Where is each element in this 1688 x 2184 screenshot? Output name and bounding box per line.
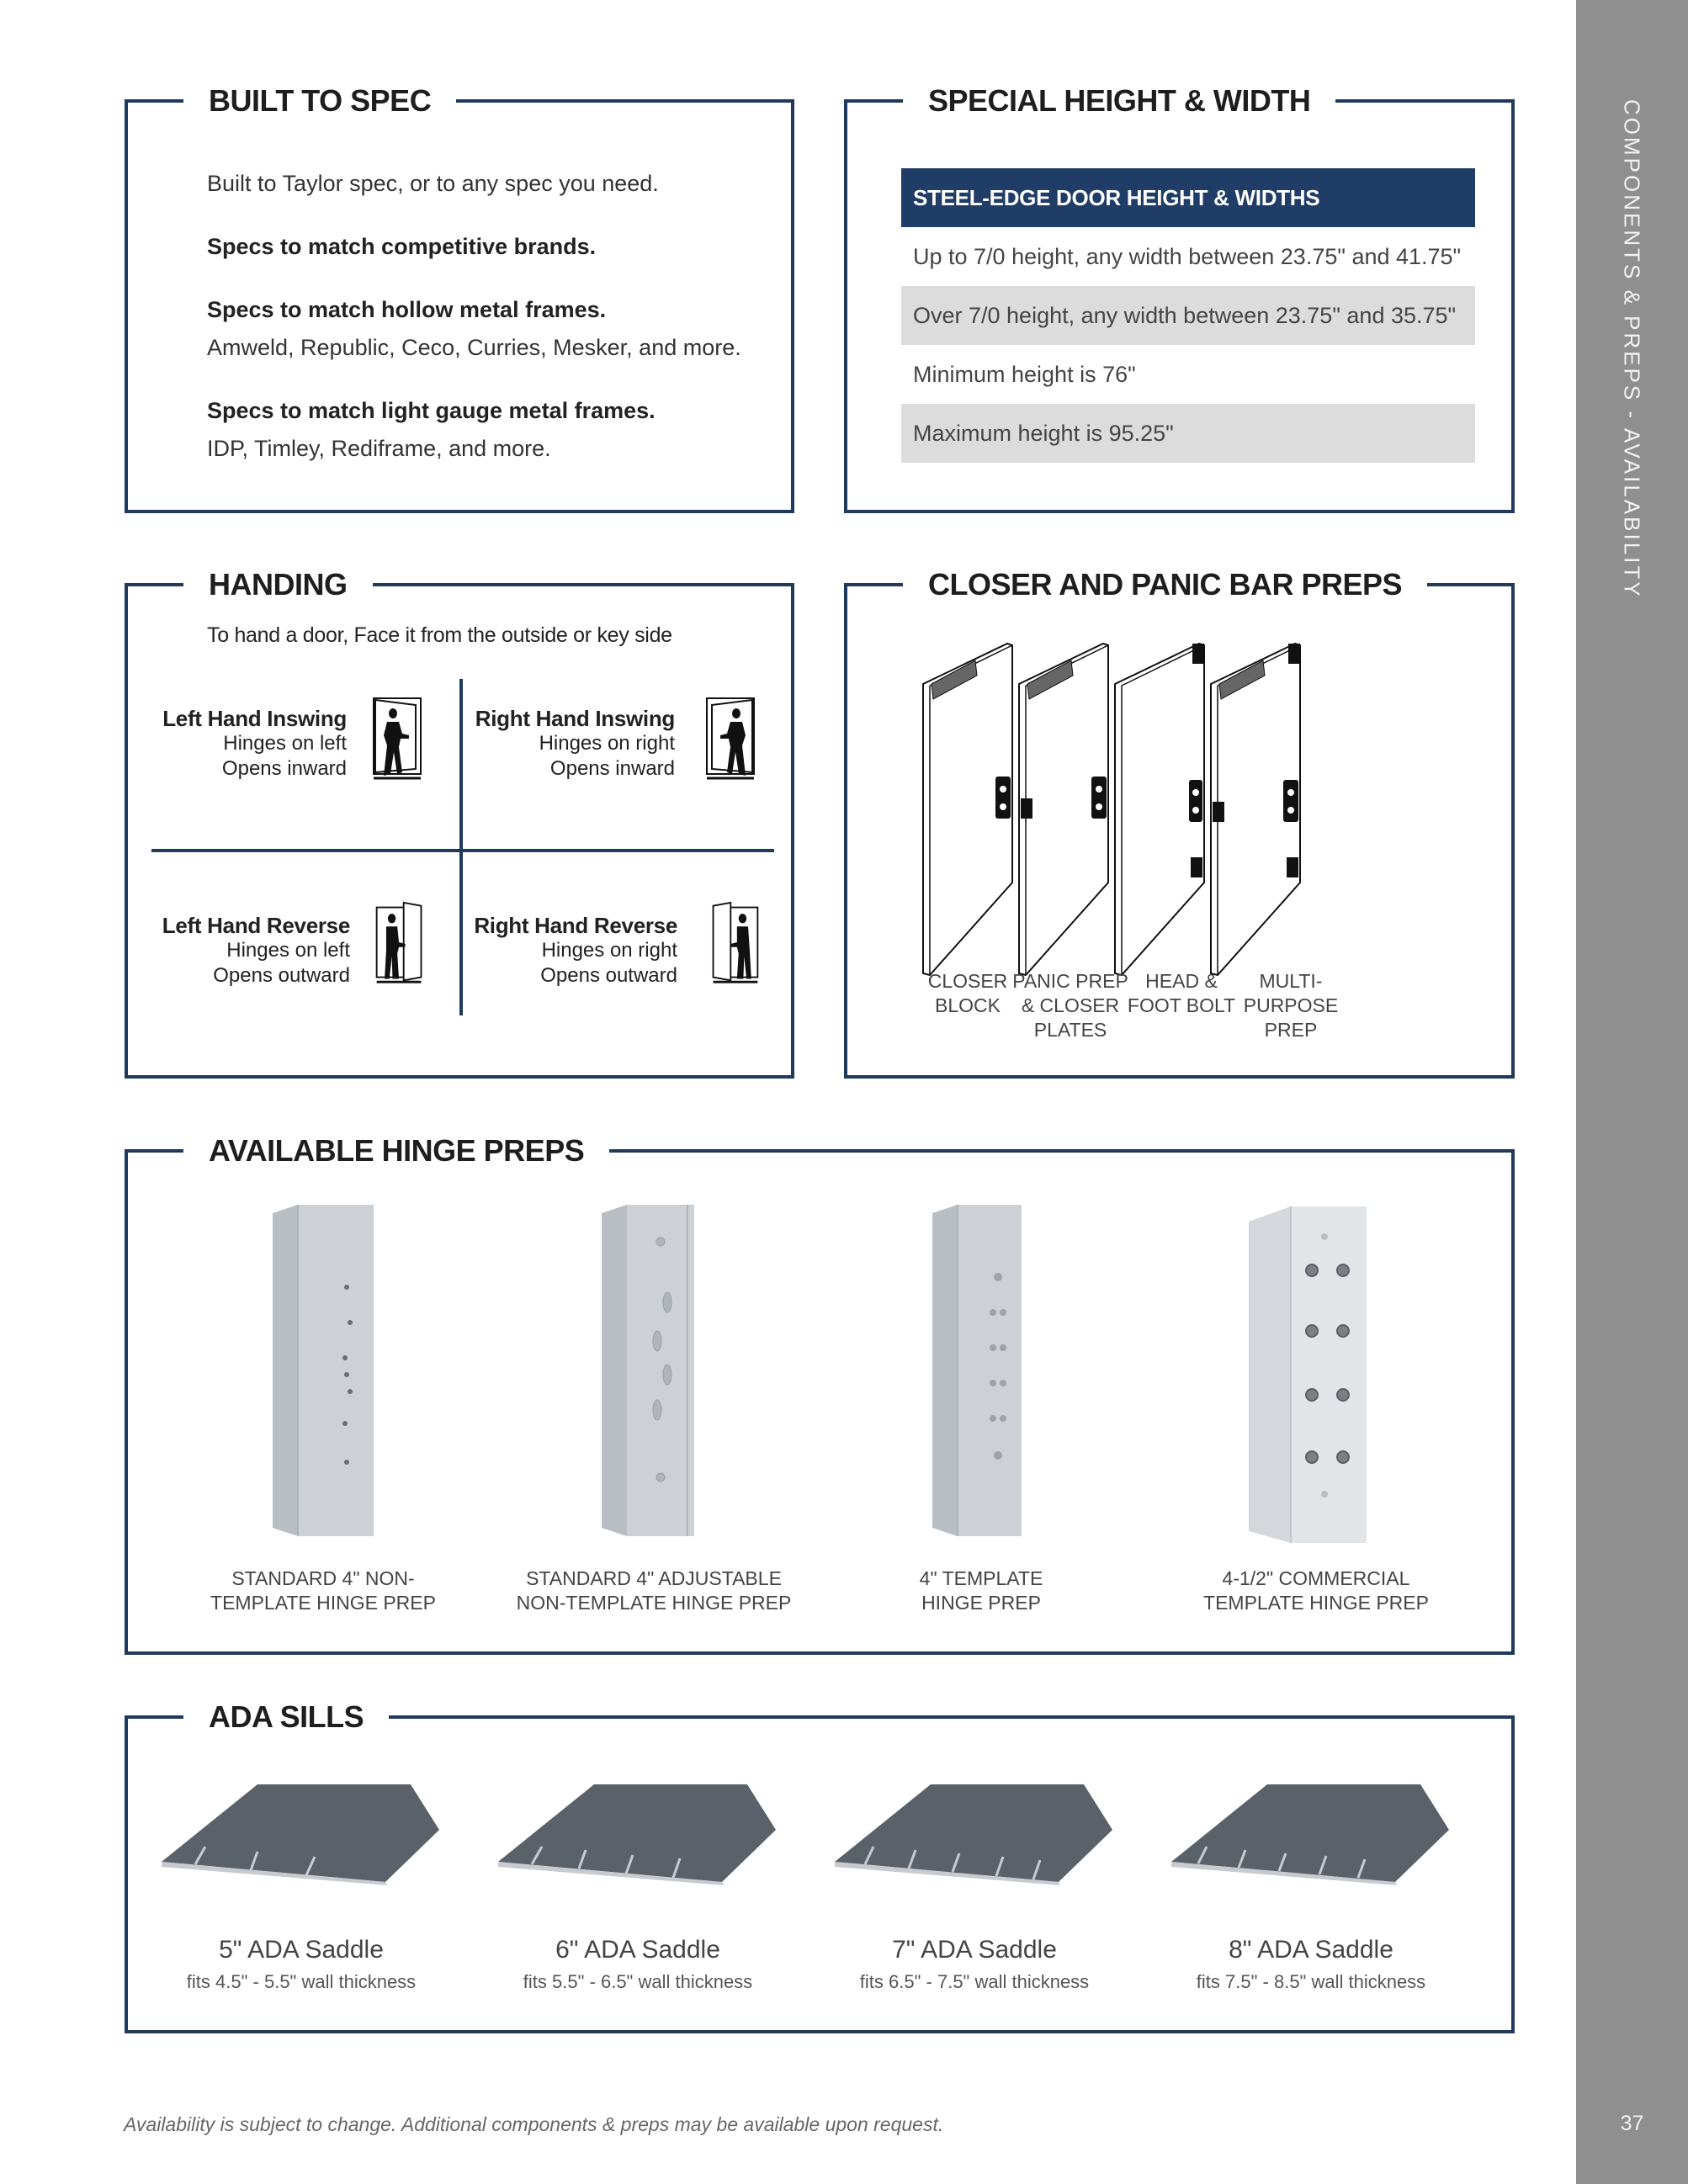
handing-title: HANDING xyxy=(183,563,373,607)
spec-heading: Specs to match competitive brands. xyxy=(207,234,597,259)
closer-preps-panel xyxy=(844,567,1515,1079)
handing-cell xyxy=(145,913,350,989)
ada-saddle-8-icon xyxy=(1168,1778,1454,1887)
closer-prep-label xyxy=(1219,969,1362,1042)
label-line: PLATES xyxy=(1033,1019,1107,1041)
sill-name: 5" ADA Saddle xyxy=(219,1936,384,1964)
label-line: PREP xyxy=(1264,1019,1318,1041)
handing-cell-hinges: Hinges on right xyxy=(539,732,675,755)
door-multi-purpose-icon xyxy=(1201,642,1327,987)
section-title: COMPONENTS & PREPS - AVAILABILITY xyxy=(1619,99,1645,599)
door-right-inswing-icon xyxy=(705,697,757,781)
table-row: Up to 7/0 height, any width between 23.75" and 41.75" xyxy=(913,244,1462,269)
table-row: Over 7/0 height, any width between 23.75" and 35.75" xyxy=(901,286,1475,345)
built-to-spec-panel xyxy=(125,83,794,513)
door-left-reverse-icon xyxy=(374,901,426,985)
closer-preps-title: CLOSER AND PANIC BAR PREPS xyxy=(903,563,1427,607)
sill-fit: fits 7.5" - 8.5" wall thickness xyxy=(1196,1971,1426,1992)
table-header: STEEL-EDGE DOOR HEIGHT & WIDTHS xyxy=(901,168,1475,227)
height-width-table xyxy=(901,168,1475,463)
hinge-prep-label xyxy=(511,1566,797,1615)
table-row: Minimum height is 76" xyxy=(913,362,1136,387)
label-line: CLOSER xyxy=(927,970,1008,992)
hinge-prep-label xyxy=(838,1566,1124,1615)
label-line: TEMPLATE HINGE PREP xyxy=(1203,1592,1429,1614)
label-line: PURPOSE xyxy=(1243,994,1339,1016)
sill-fit: fits 5.5" - 6.5" wall thickness xyxy=(523,1971,753,1992)
spec-heading: Specs to match hollow metal frames. xyxy=(207,297,607,322)
hinge-prep-commercial-icon xyxy=(1240,1203,1375,1548)
spec-heading: Specs to match light gauge metal frames. xyxy=(207,398,656,423)
label-line: NON-TEMPLATE HINGE PREP xyxy=(516,1592,792,1614)
handing-cell-opens: Opens inward xyxy=(549,757,675,780)
special-height-panel xyxy=(844,83,1515,513)
door-right-reverse-icon xyxy=(709,901,761,985)
handing-cell-opens: Opens inward xyxy=(221,757,347,780)
label-line: HEAD & xyxy=(1145,970,1218,992)
spec-line: Amweld, Republic, Ceco, Curries, Mesker, and more. xyxy=(207,335,741,360)
table-row: Maximum height is 95.25" xyxy=(901,404,1475,463)
label-line: STANDARD 4" ADJUSTABLE xyxy=(526,1567,782,1589)
label-line: TEMPLATE HINGE PREP xyxy=(210,1592,436,1614)
handing-cell-title: Left Hand Inswing xyxy=(162,706,347,731)
handing-cell-hinges: Hinges on left xyxy=(226,939,350,962)
availability-note: Availability is subject to change. Additional components & preps may be available upon request. xyxy=(124,2113,944,2135)
label-line: STANDARD 4" NON- xyxy=(231,1567,415,1589)
hinge-prep-template-icon xyxy=(922,1203,1040,1540)
door-left-inswing-icon xyxy=(372,697,424,781)
sill-name: 8" ADA Saddle xyxy=(1229,1936,1393,1964)
quadrant-divider-vertical xyxy=(459,679,463,1015)
built-to-spec-body xyxy=(207,165,741,468)
label-line: HINGE PREP xyxy=(921,1592,1041,1614)
hinge-prep-adjustable-icon xyxy=(593,1203,711,1540)
ada-sills-panel xyxy=(125,1699,1515,2033)
ada-saddle-5-icon xyxy=(158,1778,444,1887)
label-line: 4" TEMPLATE xyxy=(919,1567,1043,1589)
hinge-preps-title: AVAILABLE HINGE PREPS xyxy=(183,1129,609,1173)
ada-sills-title: ADA SILLS xyxy=(183,1695,389,1739)
label-line: 4-1/2" COMMERCIAL xyxy=(1222,1567,1410,1589)
handing-cell-title: Left Hand Reverse xyxy=(162,913,350,938)
label-line: MULTI- xyxy=(1259,970,1323,992)
handing-intro: To hand a door, Face it from the outside or key side xyxy=(207,623,672,647)
label-line: & CLOSER xyxy=(1021,994,1120,1016)
handing-cell-opens: Opens outward xyxy=(540,964,677,987)
label-line: BLOCK xyxy=(935,994,1001,1016)
sill-fit: fits 4.5" - 5.5" wall thickness xyxy=(186,1971,417,1992)
handing-cell xyxy=(145,706,347,782)
quadrant-divider-horizontal xyxy=(151,849,774,852)
handing-cell xyxy=(464,913,677,989)
sill-fit: fits 6.5" - 7.5" wall thickness xyxy=(859,1971,1090,1992)
spec-line: Built to Taylor spec, or to any spec you need. xyxy=(207,171,659,196)
handing-cell-title: Right Hand Inswing xyxy=(475,706,675,731)
ada-saddle-6-icon xyxy=(495,1778,781,1887)
spec-line: IDP, Timley, Rediframe, and more. xyxy=(207,436,551,461)
hinge-prep-standard-icon xyxy=(264,1203,382,1540)
sill-name: 6" ADA Saddle xyxy=(555,1936,720,1964)
handing-cell xyxy=(464,706,675,782)
built-to-spec-title: BUILT TO SPEC xyxy=(183,79,456,123)
handing-panel xyxy=(125,567,794,1079)
handing-cell-title: Right Hand Reverse xyxy=(474,913,677,938)
label-line: PANIC PREP xyxy=(1012,970,1128,992)
special-height-title: SPECIAL HEIGHT & WIDTH xyxy=(903,79,1335,123)
handing-cell-hinges: Hinges on left xyxy=(223,732,347,755)
label-line: FOOT BOLT xyxy=(1127,994,1236,1016)
page-number: 37 xyxy=(1620,2112,1644,2135)
hinge-prep-label xyxy=(1173,1566,1459,1615)
ada-saddle-7-icon xyxy=(831,1778,1117,1887)
section-sidebar xyxy=(1576,0,1688,2184)
hinge-prep-label xyxy=(180,1566,466,1615)
handing-cell-hinges: Hinges on right xyxy=(541,939,677,962)
handing-cell-opens: Opens outward xyxy=(213,964,350,987)
sill-name: 7" ADA Saddle xyxy=(892,1936,1057,1964)
hinge-preps-panel xyxy=(125,1133,1515,1655)
